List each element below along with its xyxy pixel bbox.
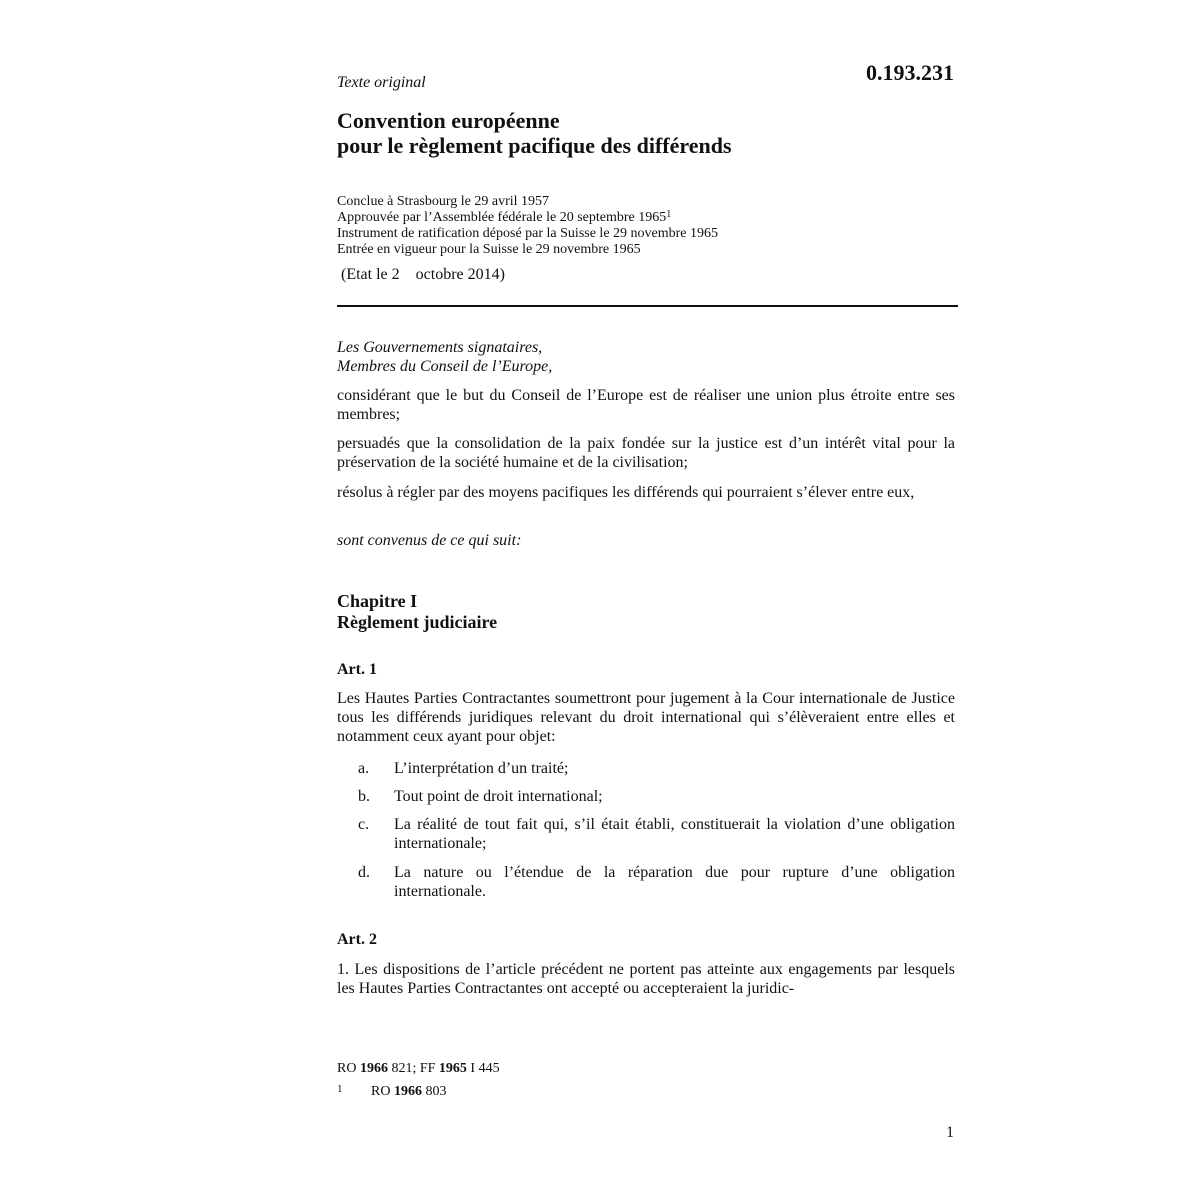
chapter-heading — [337, 591, 497, 633]
list-item-letter: a. — [358, 760, 370, 777]
meta-approved-row — [337, 210, 718, 226]
fn1-year: 1966 — [393, 1084, 422, 1099]
state-date: (Etat le 2 octobre 2014) — [341, 266, 505, 283]
document-title — [337, 108, 977, 158]
meta-ratification: Instrument de ratification déposé par la Suisse le 29 novembre 1965 — [337, 226, 719, 241]
original-text-label: Texte original — [337, 74, 426, 91]
ff-page: I 445 — [470, 1061, 500, 1076]
preamble-signatories — [337, 338, 955, 376]
signatories-line-1: Les Gouvernements signataires, — [337, 339, 543, 356]
footnote-mark: 1 — [337, 1083, 343, 1095]
preamble-paragraph-1: considérant que le but du Conseil de l’Europe est de réaliser une union plus étroite entre ses membres; — [337, 387, 955, 423]
footnote-source — [337, 1059, 500, 1079]
article-1-intro: Les Hautes Parties Contractantes soumettront pour jugement à la Cour internationale de Justice tous les différends juridiques relevant du droit international qui s’élèveraient entre elles et notamment ceux ayant pour objet: — [337, 690, 955, 745]
preamble-paragraph-3: résolus à régler par des moyens pacifiques les différends qui pourraient s’élever entre eux, — [337, 484, 915, 501]
ff-year: 1965 — [438, 1061, 467, 1076]
list-item-letter: c. — [358, 816, 370, 833]
chapter-name: Règlement judiciaire — [337, 612, 498, 632]
document-metadata — [337, 194, 718, 258]
footnotes — [337, 1059, 500, 1102]
footnote-1 — [337, 1079, 500, 1102]
list-item — [337, 787, 955, 807]
signatories-line-2: Membres du Conseil de l’Europe, — [337, 358, 553, 375]
article-2-heading: Art. 2 — [337, 931, 377, 948]
list-item — [337, 759, 955, 779]
article-2-paragraph-1: 1. Les dispositions de l’article précédent ne portent pas atteinte aux engagements par lesquels les Hautes Parties Contractantes ont accepté ou accepteraient la juridic- — [337, 961, 955, 997]
list-item — [337, 815, 955, 855]
list-item-text: Tout point de droit international; — [394, 788, 603, 805]
ro-year: 1966 — [359, 1061, 388, 1076]
list-item-text: La nature ou l’étendue de la réparation due pour rupture d’une obligation internationale. — [394, 864, 955, 900]
ro-page: 821; FF — [391, 1061, 436, 1076]
header-divider — [337, 305, 958, 307]
list-item-text: La réalité de tout fait qui, s’il était établi, constituerait la violation d’une obligation internationale; — [394, 816, 955, 852]
title-line-1: Convention européenne — [337, 108, 560, 133]
fn1-page: 803 — [425, 1084, 447, 1099]
list-item-letter: b. — [358, 788, 370, 805]
list-item — [337, 863, 955, 903]
article-1-heading: Art. 1 — [337, 661, 377, 678]
meta-approved: Approuvée par l’Assemblée fédérale le 20 septembre 1965 — [337, 210, 667, 225]
chapter-number: Chapitre I — [337, 591, 418, 611]
list-item-text: L’interprétation d’un traité; — [394, 760, 569, 777]
preamble-agreed: sont convenus de ce qui suit: — [337, 532, 522, 549]
meta-entry-into-force: Entrée en vigueur pour la Suisse le 29 novembre 1965 — [337, 242, 641, 257]
document-number: 0.193.231 — [866, 60, 954, 85]
meta-concluded: Conclue à Strasbourg le 29 avril 1957 — [337, 194, 550, 209]
footnote-ref-1[interactable]: 1 — [666, 209, 672, 220]
fn1-prefix: RO — [371, 1084, 391, 1099]
title-line-2: pour le règlement pacifique des différends — [337, 133, 732, 158]
page-number: 1 — [946, 1124, 954, 1141]
ro-prefix: RO — [337, 1061, 357, 1076]
list-item-letter: d. — [358, 864, 370, 881]
preamble-paragraph-2: persuadés que la consolidation de la paix fondée sur la justice est d’un intérêt vital pour la préservation de la société humaine et de la civilisation; — [337, 435, 955, 471]
